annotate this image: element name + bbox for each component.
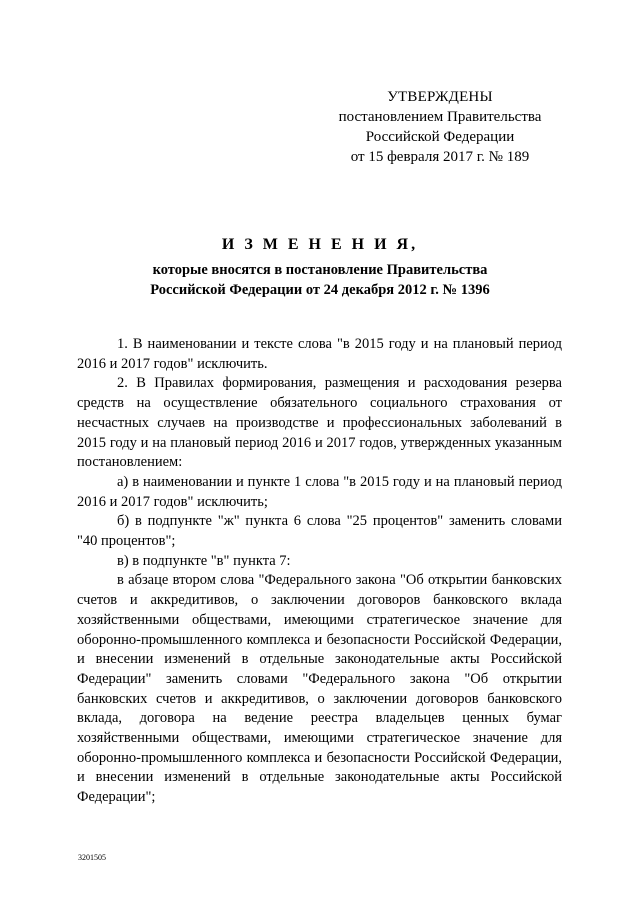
paragraph-2b: б) в подпункте "ж" пункта 6 слова "25 процентов" заменить словами "40 процентов"; bbox=[77, 513, 562, 550]
document-code: 3201505 bbox=[78, 853, 106, 862]
document-body bbox=[77, 335, 562, 808]
paragraph-2v: в) в подпункте "в" пункта 7: bbox=[117, 552, 291, 569]
paragraph-1: 1. В наименовании и тексте слова "в 2015 году и на плановый период 2016 и 2017 годов" исключить. bbox=[77, 336, 562, 372]
paragraph-2: 2. В Правилах формирования, размещения и расходования резерва средств на осуществление обязательного социального страхования от несчастных случаев на производстве и профессиональных заболеваний в 2015 году и на плановый период 2016 и 2017 годов, утвержденных указанным постановлением: bbox=[77, 375, 562, 471]
approval-line-3: от 15 февраля 2017 г. № 189 bbox=[350, 149, 530, 165]
approval-line-2: Российской Федерации bbox=[365, 129, 515, 145]
subheading-line-2: Российской Федерации от 24 декабря 2012 г. № 1396 bbox=[150, 282, 490, 298]
subheading-line-1: которые вносятся в постановление Правительства bbox=[152, 262, 488, 278]
paragraph-2a: а) в наименовании и пункте 1 слова "в 2015 году и на плановый период 2016 и 2017 годов" исключить; bbox=[77, 473, 562, 510]
document-heading: И З М Е Н Е Н И Я, bbox=[221, 236, 419, 253]
approval-line-1: постановлением Правительства bbox=[338, 109, 542, 125]
document-subheading bbox=[0, 260, 640, 300]
paragraph-2v-subparagraph: в абзаце втором слова "Федерального закона "Об открытии банковских счетов и аккредитивов, о заключении договоров банковского вклада хозяйственными обществами, имеющими стратегическое значение для оборонно-промышленного комплекса и безопасности Российской Федерации, и внесении изменений в отдельные законодательные акты Российской Федерации" заменить словами "Федерального закона "Об открытии банковских счетов и аккредитивов, о заключении договоров банковского вклада, договора на ведение реестра владельцев ценных бумаг хозяйственными обществами, имеющими стратегическое значение для оборонно-промышленного комплекса и безопасности Российской Федерации, и внесении изменений в отдельные законодательные акты Российской Федерации"; bbox=[77, 572, 562, 806]
approval-block bbox=[330, 87, 550, 167]
approved-label: УТВЕРЖДЕНЫ bbox=[387, 89, 493, 105]
